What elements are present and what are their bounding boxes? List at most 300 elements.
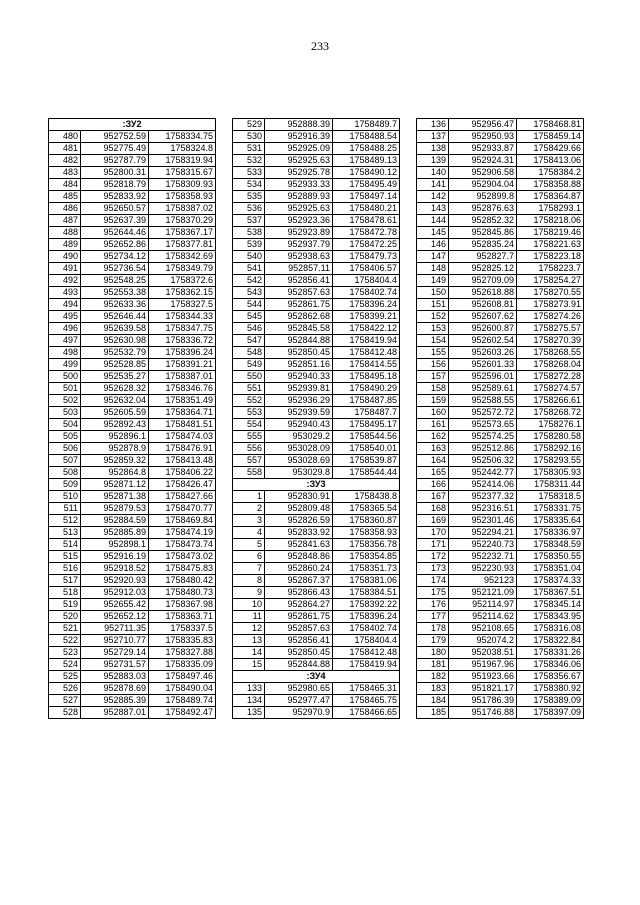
- x-coordinate-cell: 952884.59: [81, 515, 149, 527]
- x-coordinate-cell: 952916.39: [265, 131, 333, 143]
- point-number-cell: 6: [233, 551, 265, 563]
- table-row: [49, 167, 216, 179]
- x-coordinate-cell: 952232.71: [449, 551, 517, 563]
- coordinates-table-middle: [232, 118, 400, 719]
- table-row: [417, 695, 584, 707]
- table-row: [233, 611, 400, 623]
- table-row: [233, 707, 400, 719]
- table-row: [233, 623, 400, 635]
- point-number-cell: 3: [233, 515, 265, 527]
- table-row: [233, 335, 400, 347]
- x-coordinate-cell: 952652.86: [81, 239, 149, 251]
- x-coordinate-cell: 952923.36: [265, 215, 333, 227]
- x-coordinate-cell: 952114.97: [449, 599, 517, 611]
- point-number-cell: 515: [49, 551, 81, 563]
- y-coordinate-cell: 1758422.12: [333, 323, 400, 335]
- table-row: [417, 215, 584, 227]
- table-row: [417, 323, 584, 335]
- point-number-cell: 159: [417, 395, 449, 407]
- table-row: [49, 287, 216, 299]
- table-row: [417, 443, 584, 455]
- y-coordinate-cell: 1758221.63: [517, 239, 584, 251]
- x-coordinate-cell: 952650.57: [81, 203, 149, 215]
- x-coordinate-cell: 952844.88: [265, 335, 333, 347]
- table-row: [417, 479, 584, 491]
- y-coordinate-cell: 1758459.14: [517, 131, 584, 143]
- x-coordinate-cell: 952896.1: [81, 431, 149, 443]
- point-number-cell: 529: [233, 119, 265, 131]
- y-coordinate-cell: 1758268.04: [517, 359, 584, 371]
- point-number-cell: 544: [233, 299, 265, 311]
- x-coordinate-cell: 952573.65: [449, 419, 517, 431]
- x-coordinate-cell: 952114.62: [449, 611, 517, 623]
- table-row: [417, 371, 584, 383]
- table-row: [233, 119, 400, 131]
- table-row: [233, 311, 400, 323]
- y-coordinate-cell: 1758365.54: [333, 503, 400, 515]
- y-coordinate-cell: 1758473.02: [149, 551, 216, 563]
- point-number-cell: 541: [233, 263, 265, 275]
- x-coordinate-cell: 952731.57: [81, 659, 149, 671]
- x-coordinate-cell: 952851.16: [265, 359, 333, 371]
- point-number-cell: 489: [49, 239, 81, 251]
- point-number-cell: 557: [233, 455, 265, 467]
- point-number-cell: 164: [417, 455, 449, 467]
- y-coordinate-cell: 1758413.48: [149, 455, 216, 467]
- point-number-cell: 492: [49, 275, 81, 287]
- point-number-cell: 517: [49, 575, 81, 587]
- x-coordinate-cell: 952916.19: [81, 551, 149, 563]
- x-coordinate-cell: 952878.9: [81, 443, 149, 455]
- y-coordinate-cell: 1758480.73: [149, 587, 216, 599]
- point-number-cell: 5: [233, 539, 265, 551]
- point-number-cell: 151: [417, 299, 449, 311]
- table-row: [233, 587, 400, 599]
- x-coordinate-cell: 952861.75: [265, 611, 333, 623]
- point-number-cell: 521: [49, 623, 81, 635]
- point-number-cell: 505: [49, 431, 81, 443]
- table-row: [49, 683, 216, 695]
- table-row: [233, 251, 400, 263]
- y-coordinate-cell: 1758367.17: [149, 227, 216, 239]
- point-number-cell: 161: [417, 419, 449, 431]
- table-row: [49, 203, 216, 215]
- x-coordinate-cell: 952933.87: [449, 143, 517, 155]
- table-row: [417, 191, 584, 203]
- table-row: [417, 611, 584, 623]
- x-coordinate-cell: 952833.92: [81, 191, 149, 203]
- x-coordinate-cell: 952377.32: [449, 491, 517, 503]
- point-number-cell: 13: [233, 635, 265, 647]
- x-coordinate-cell: 952892.43: [81, 419, 149, 431]
- y-coordinate-cell: 1758402.74: [333, 623, 400, 635]
- table-row: [417, 671, 584, 683]
- x-coordinate-cell: 952887.01: [81, 707, 149, 719]
- y-coordinate-cell: 1758356.67: [517, 671, 584, 683]
- y-coordinate-cell: 1758480.21: [333, 203, 400, 215]
- y-coordinate-cell: 1758342.69: [149, 251, 216, 263]
- x-coordinate-cell: 952835.24: [449, 239, 517, 251]
- y-coordinate-cell: 1758381.06: [333, 575, 400, 587]
- point-number-cell: 178: [417, 623, 449, 635]
- point-number-cell: 554: [233, 419, 265, 431]
- y-coordinate-cell: 1758331.75: [517, 503, 584, 515]
- point-number-cell: 141: [417, 179, 449, 191]
- y-coordinate-cell: 1758399.21: [333, 311, 400, 323]
- point-number-cell: 526: [49, 683, 81, 695]
- y-coordinate-cell: 1758539.87: [333, 455, 400, 467]
- y-coordinate-cell: 1758351.73: [333, 563, 400, 575]
- y-coordinate-cell: 1758334.75: [149, 131, 216, 143]
- table-row: [49, 707, 216, 719]
- x-coordinate-cell: 952775.49: [81, 143, 149, 155]
- point-number-cell: 172: [417, 551, 449, 563]
- y-coordinate-cell: 1758473.74: [149, 539, 216, 551]
- x-coordinate-cell: 952800.31: [81, 167, 149, 179]
- y-coordinate-cell: 1758270.39: [517, 335, 584, 347]
- y-coordinate-cell: 1758474.19: [149, 527, 216, 539]
- table-row: [417, 395, 584, 407]
- point-number-cell: 181: [417, 659, 449, 671]
- point-number-cell: 144: [417, 215, 449, 227]
- point-number-cell: 558: [233, 467, 265, 479]
- point-number-cell: 552: [233, 395, 265, 407]
- table-row: [417, 179, 584, 191]
- table-row: [417, 563, 584, 575]
- x-coordinate-cell: 952889.93: [265, 191, 333, 203]
- point-number-cell: 504: [49, 419, 81, 431]
- y-coordinate-cell: 1758487.85: [333, 395, 400, 407]
- table-row: [417, 419, 584, 431]
- table-row: [233, 419, 400, 431]
- y-coordinate-cell: 1758396.24: [333, 611, 400, 623]
- x-coordinate-cell: 952535.27: [81, 371, 149, 383]
- point-number-cell: 185: [417, 707, 449, 719]
- table-row: [49, 659, 216, 671]
- x-coordinate-cell: 952898.1: [81, 539, 149, 551]
- y-coordinate-cell: 1758367.98: [149, 599, 216, 611]
- point-number-cell: 7: [233, 563, 265, 575]
- point-number-cell: 171: [417, 539, 449, 551]
- x-coordinate-cell: 952857.63: [265, 623, 333, 635]
- section-header-row: [233, 671, 400, 683]
- y-coordinate-cell: 1758319.94: [149, 155, 216, 167]
- x-coordinate-cell: 952528.85: [81, 359, 149, 371]
- y-coordinate-cell: 1758362.15: [149, 287, 216, 299]
- y-coordinate-cell: 1758438.8: [333, 491, 400, 503]
- x-coordinate-cell: 952548.25: [81, 275, 149, 287]
- y-coordinate-cell: 1758397.09: [517, 707, 584, 719]
- table-row: [233, 371, 400, 383]
- x-coordinate-cell: 952864.27: [265, 599, 333, 611]
- y-coordinate-cell: 1758358.88: [517, 179, 584, 191]
- table-row: [233, 383, 400, 395]
- point-number-cell: 175: [417, 587, 449, 599]
- table-row: [233, 599, 400, 611]
- x-coordinate-cell: 952866.43: [265, 587, 333, 599]
- table-row: [417, 707, 584, 719]
- x-coordinate-cell: 952860.24: [265, 563, 333, 575]
- x-coordinate-cell: 952230.93: [449, 563, 517, 575]
- x-coordinate-cell: 952879.53: [81, 503, 149, 515]
- point-number-cell: 534: [233, 179, 265, 191]
- y-coordinate-cell: 1758350.55: [517, 551, 584, 563]
- point-number-cell: 518: [49, 587, 81, 599]
- section-header: :ЗУ4: [233, 671, 400, 683]
- table-row: [233, 563, 400, 575]
- x-coordinate-cell: 952414.06: [449, 479, 517, 491]
- table-row: [49, 299, 216, 311]
- point-number-cell: 549: [233, 359, 265, 371]
- point-number-cell: 536: [233, 203, 265, 215]
- y-coordinate-cell: 1758275.57: [517, 323, 584, 335]
- point-number-cell: 508: [49, 467, 81, 479]
- y-coordinate-cell: 1758476.91: [149, 443, 216, 455]
- table-row: [49, 647, 216, 659]
- y-coordinate-cell: 1758347.75: [149, 323, 216, 335]
- table-row: [49, 563, 216, 575]
- y-coordinate-cell: 1758305.93: [517, 467, 584, 479]
- point-number-cell: 496: [49, 323, 81, 335]
- point-number-cell: 555: [233, 431, 265, 443]
- y-coordinate-cell: 1758495.17: [333, 419, 400, 431]
- table-row: [233, 635, 400, 647]
- x-coordinate-cell: 952852.32: [449, 215, 517, 227]
- table-row: [417, 599, 584, 611]
- y-coordinate-cell: 1758293.55: [517, 455, 584, 467]
- point-number-cell: 522: [49, 635, 81, 647]
- point-number-cell: 142: [417, 191, 449, 203]
- table-row: [417, 503, 584, 515]
- table-row: [49, 371, 216, 383]
- y-coordinate-cell: 1758367.51: [517, 587, 584, 599]
- table-row: [233, 155, 400, 167]
- table-row: [417, 227, 584, 239]
- point-number-cell: 509: [49, 479, 81, 491]
- x-coordinate-cell: 952603.26: [449, 347, 517, 359]
- point-number-cell: 531: [233, 143, 265, 155]
- x-coordinate-cell: 952848.86: [265, 551, 333, 563]
- table-row: [417, 167, 584, 179]
- x-coordinate-cell: 952833.92: [265, 527, 333, 539]
- point-number-cell: 163: [417, 443, 449, 455]
- y-coordinate-cell: 1758413.06: [517, 155, 584, 167]
- y-coordinate-cell: 1758219.46: [517, 227, 584, 239]
- point-number-cell: 134: [233, 695, 265, 707]
- table-row: [417, 239, 584, 251]
- table-row: [49, 479, 216, 491]
- point-number-cell: 519: [49, 599, 81, 611]
- point-number-cell: 486: [49, 203, 81, 215]
- coordinates-table-left: [48, 118, 216, 719]
- table-row: [417, 311, 584, 323]
- x-coordinate-cell: 952074.2: [449, 635, 517, 647]
- table-row: [49, 599, 216, 611]
- y-coordinate-cell: 1758488.25: [333, 143, 400, 155]
- y-coordinate-cell: 1758402.74: [333, 287, 400, 299]
- table-row: [49, 263, 216, 275]
- x-coordinate-cell: 952605.59: [81, 407, 149, 419]
- y-coordinate-cell: 1758327.5: [149, 299, 216, 311]
- y-coordinate-cell: 1758272.28: [517, 371, 584, 383]
- table-row: [417, 455, 584, 467]
- table-row: [417, 659, 584, 671]
- table-row: [233, 695, 400, 707]
- y-coordinate-cell: 1758337.5: [149, 623, 216, 635]
- y-coordinate-cell: 1758358.93: [149, 191, 216, 203]
- y-coordinate-cell: 1758488.54: [333, 131, 400, 143]
- table-row: [417, 431, 584, 443]
- table-row: [49, 131, 216, 143]
- x-coordinate-cell: 951821.17: [449, 683, 517, 695]
- point-number-cell: 133: [233, 683, 265, 695]
- y-coordinate-cell: 1758335.64: [517, 515, 584, 527]
- table-row: [233, 287, 400, 299]
- table-row: [417, 587, 584, 599]
- table-row: [49, 395, 216, 407]
- x-coordinate-cell: 952856.41: [265, 275, 333, 287]
- x-coordinate-cell: 952876.63: [449, 203, 517, 215]
- table-row: [49, 215, 216, 227]
- point-number-cell: 507: [49, 455, 81, 467]
- point-number-cell: 481: [49, 143, 81, 155]
- x-coordinate-cell: 952628.32: [81, 383, 149, 395]
- x-coordinate-cell: 952123: [449, 575, 517, 587]
- point-number-cell: 10: [233, 599, 265, 611]
- table-row: [49, 239, 216, 251]
- point-number-cell: 539: [233, 239, 265, 251]
- y-coordinate-cell: 1758356.78: [333, 539, 400, 551]
- point-number-cell: 512: [49, 515, 81, 527]
- x-coordinate-cell: 952630.98: [81, 335, 149, 347]
- point-number-cell: 157: [417, 371, 449, 383]
- x-coordinate-cell: 951786.39: [449, 695, 517, 707]
- point-number-cell: 514: [49, 539, 81, 551]
- x-coordinate-cell: 952729.14: [81, 647, 149, 659]
- y-coordinate-cell: 1758412.48: [333, 347, 400, 359]
- x-coordinate-cell: 953028.69: [265, 455, 333, 467]
- point-number-cell: 145: [417, 227, 449, 239]
- point-number-cell: 169: [417, 515, 449, 527]
- point-number-cell: 153: [417, 323, 449, 335]
- point-number-cell: 523: [49, 647, 81, 659]
- y-coordinate-cell: 1758309.93: [149, 179, 216, 191]
- point-number-cell: 150: [417, 287, 449, 299]
- point-number-cell: 176: [417, 599, 449, 611]
- y-coordinate-cell: 1758268.55: [517, 347, 584, 359]
- x-coordinate-cell: 952845.86: [449, 227, 517, 239]
- y-coordinate-cell: 1758472.25: [333, 239, 400, 251]
- point-number-cell: 524: [49, 659, 81, 671]
- table-row: [417, 623, 584, 635]
- table-row: [49, 503, 216, 515]
- point-number-cell: 184: [417, 695, 449, 707]
- x-coordinate-cell: 952602.54: [449, 335, 517, 347]
- x-coordinate-cell: 952734.12: [81, 251, 149, 263]
- point-number-cell: 506: [49, 443, 81, 455]
- point-number-cell: 160: [417, 407, 449, 419]
- x-coordinate-cell: 952646.44: [81, 311, 149, 323]
- table-row: [49, 323, 216, 335]
- x-coordinate-cell: 952827.7: [449, 251, 517, 263]
- point-number-cell: 490: [49, 251, 81, 263]
- table-row: [417, 299, 584, 311]
- table-row: [417, 155, 584, 167]
- x-coordinate-cell: 952938.63: [265, 251, 333, 263]
- table-row: [233, 683, 400, 695]
- y-coordinate-cell: 1758351.49: [149, 395, 216, 407]
- table-row: [49, 695, 216, 707]
- point-number-cell: 152: [417, 311, 449, 323]
- table-row: [417, 251, 584, 263]
- x-coordinate-cell: 952918.52: [81, 563, 149, 575]
- x-coordinate-cell: 952301.46: [449, 515, 517, 527]
- y-coordinate-cell: 1758490.12: [333, 167, 400, 179]
- point-number-cell: 140: [417, 167, 449, 179]
- x-coordinate-cell: 952553.38: [81, 287, 149, 299]
- point-number-cell: 156: [417, 359, 449, 371]
- table-row: [49, 311, 216, 323]
- x-coordinate-cell: 952859.32: [81, 455, 149, 467]
- table-row: [233, 191, 400, 203]
- x-coordinate-cell: 952512.86: [449, 443, 517, 455]
- y-coordinate-cell: 1758344.33: [149, 311, 216, 323]
- x-coordinate-cell: 952588.55: [449, 395, 517, 407]
- x-coordinate-cell: 952936.29: [265, 395, 333, 407]
- x-coordinate-cell: 952980.65: [265, 683, 333, 695]
- point-number-cell: 530: [233, 131, 265, 143]
- x-coordinate-cell: 952736.54: [81, 263, 149, 275]
- x-coordinate-cell: 952906.58: [449, 167, 517, 179]
- point-number-cell: 500: [49, 371, 81, 383]
- point-number-cell: 494: [49, 299, 81, 311]
- point-number-cell: 501: [49, 383, 81, 395]
- point-number-cell: 174: [417, 575, 449, 587]
- y-coordinate-cell: 1758349.79: [149, 263, 216, 275]
- table-row: [233, 131, 400, 143]
- y-coordinate-cell: 1758391.21: [149, 359, 216, 371]
- y-coordinate-cell: 1758351.04: [517, 563, 584, 575]
- x-coordinate-cell: 952956.47: [449, 119, 517, 131]
- x-coordinate-cell: 952920.93: [81, 575, 149, 587]
- x-coordinate-cell: 952883.03: [81, 671, 149, 683]
- x-coordinate-cell: 952532.79: [81, 347, 149, 359]
- table-row: [417, 287, 584, 299]
- table-row: [49, 155, 216, 167]
- y-coordinate-cell: 1758335.83: [149, 635, 216, 647]
- y-coordinate-cell: 1758490.04: [149, 683, 216, 695]
- table-row: [49, 551, 216, 563]
- x-coordinate-cell: 952871.38: [81, 491, 149, 503]
- table-row: [233, 551, 400, 563]
- table-row: [417, 635, 584, 647]
- point-number-cell: 516: [49, 563, 81, 575]
- x-coordinate-cell: 952709.09: [449, 275, 517, 287]
- table-row: [49, 575, 216, 587]
- x-coordinate-cell: 952752.59: [81, 131, 149, 143]
- table-row: [233, 167, 400, 179]
- y-coordinate-cell: 1758478.61: [333, 215, 400, 227]
- x-coordinate-cell: 952637.39: [81, 215, 149, 227]
- point-number-cell: 8: [233, 575, 265, 587]
- point-number-cell: 543: [233, 287, 265, 299]
- x-coordinate-cell: 953028.09: [265, 443, 333, 455]
- x-coordinate-cell: 952442.77: [449, 467, 517, 479]
- y-coordinate-cell: 1758331.26: [517, 647, 584, 659]
- point-number-cell: 136: [417, 119, 449, 131]
- y-coordinate-cell: 1758475.83: [149, 563, 216, 575]
- x-coordinate-cell: 951746.88: [449, 707, 517, 719]
